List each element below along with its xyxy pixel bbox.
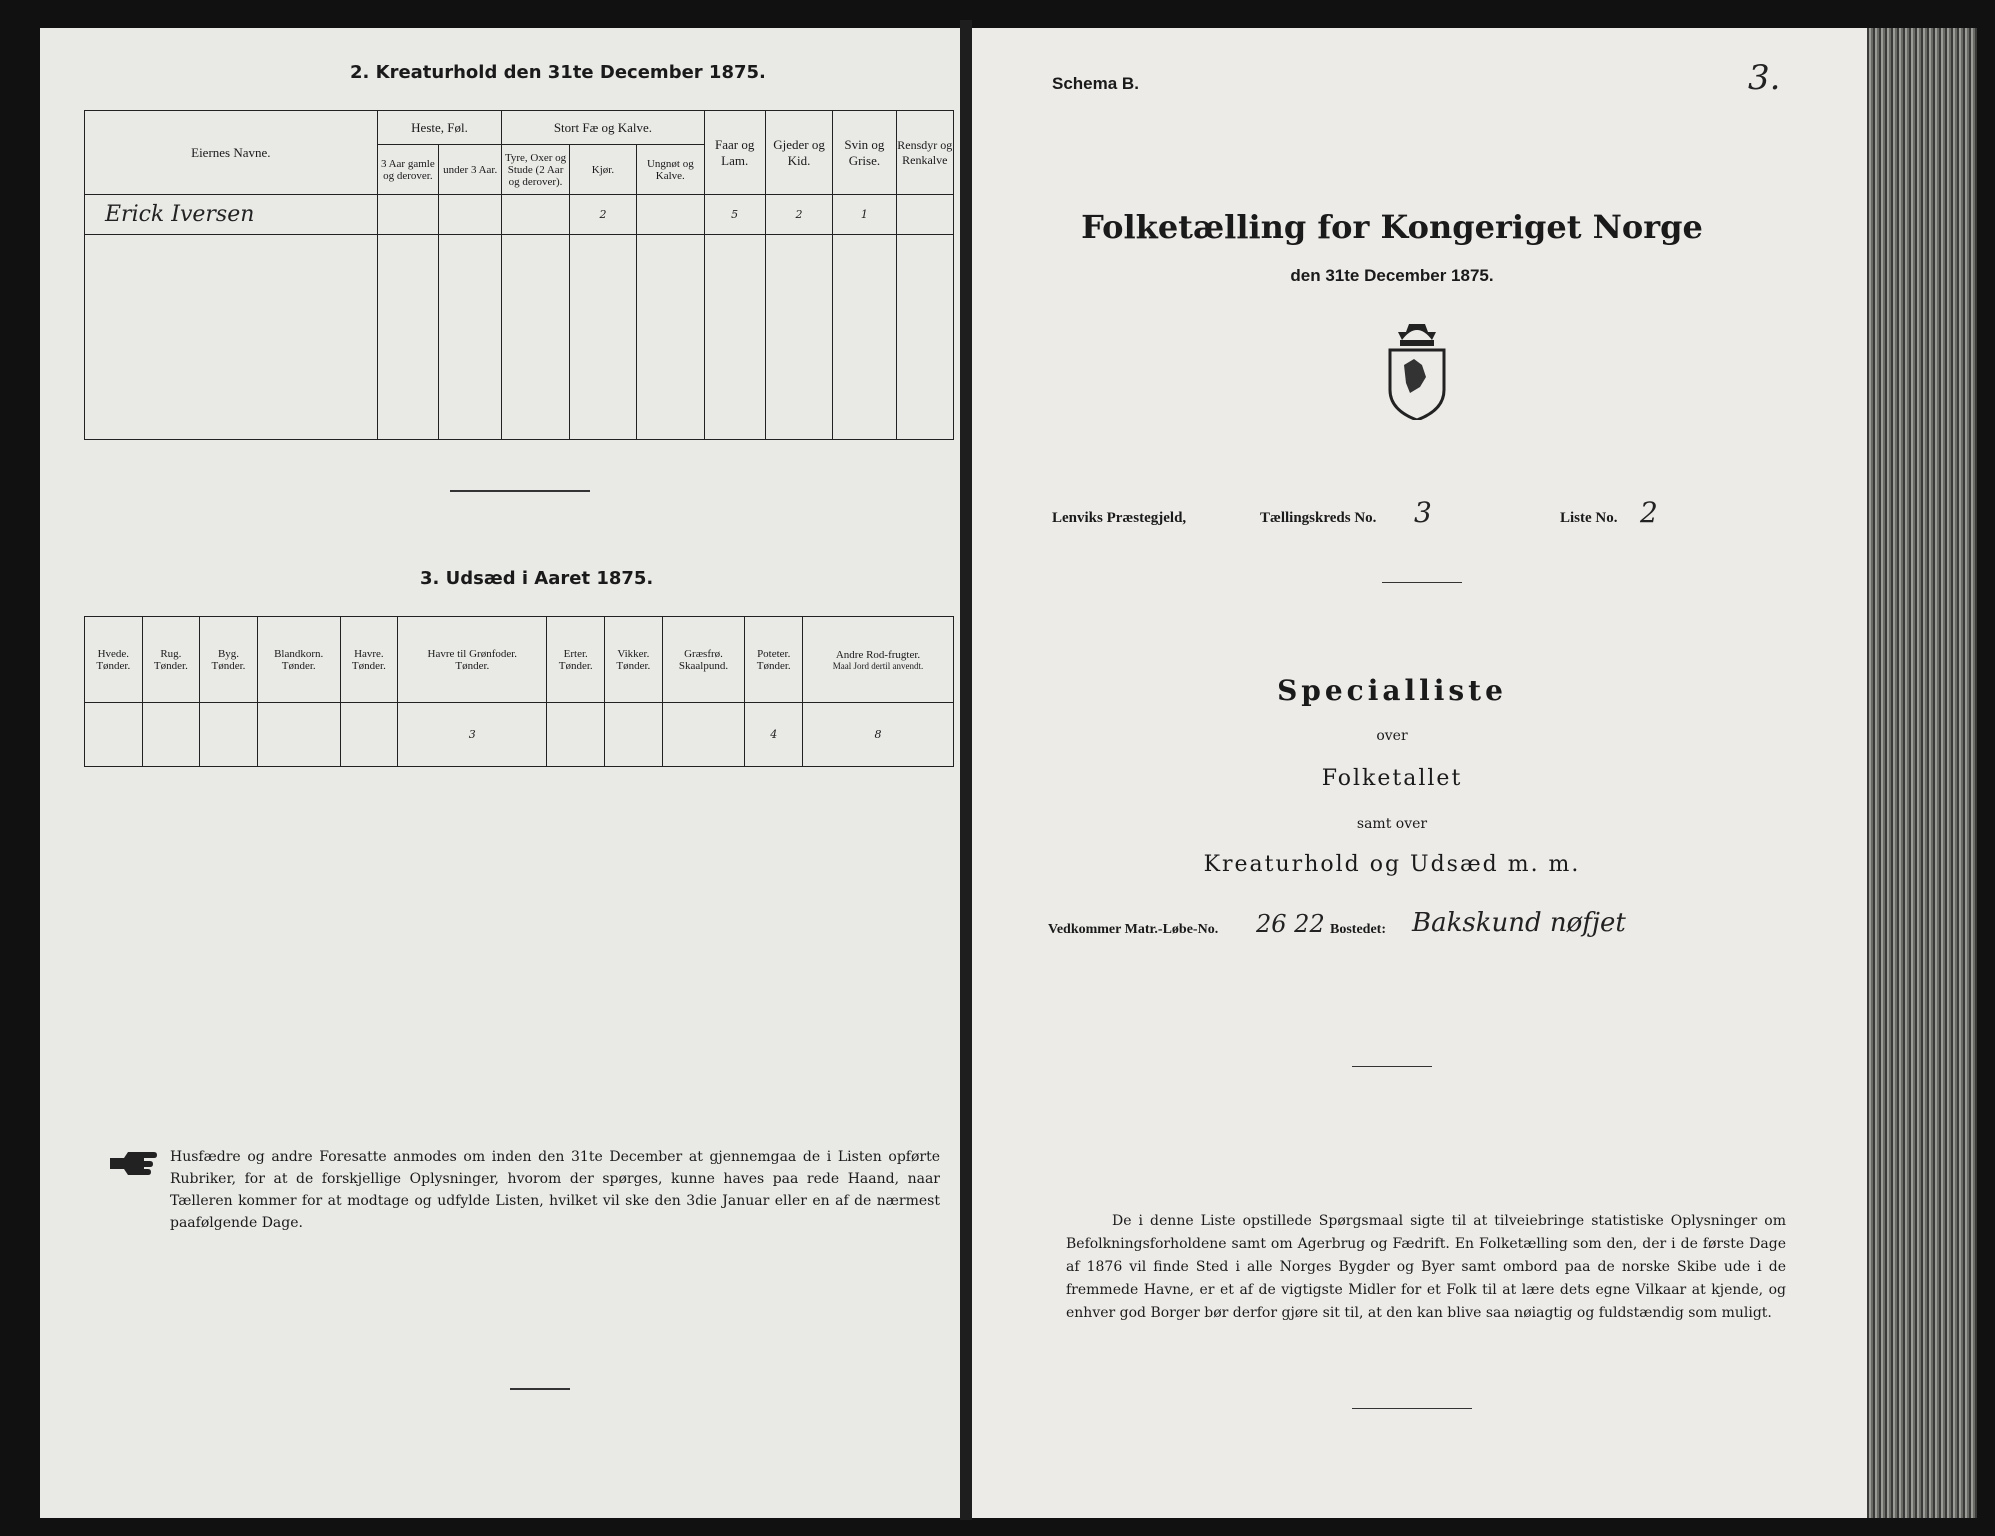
cell-empty: [439, 195, 502, 235]
cell-empty: [377, 195, 438, 235]
header-goats: Gjeder og Kid.: [765, 111, 832, 195]
livestock-table: [84, 110, 954, 440]
header-sheep: Faar og Lam.: [704, 111, 765, 195]
district-number: 3: [1414, 496, 1432, 529]
page-number: 3.: [1748, 58, 1781, 98]
pigs-value: 1: [833, 195, 896, 235]
cell-empty: [896, 195, 953, 235]
havre-gronfoder-value: 3: [398, 703, 547, 767]
matr-number: 26 22: [1256, 910, 1325, 938]
header-horses-a: 3 Aar gamle og derover.: [377, 145, 438, 195]
andre-value: 8: [803, 703, 954, 767]
header-reindeer: Rensdyr og Renkalve: [896, 111, 953, 195]
seed-header: Havre til Grønfoder. Tønder.: [398, 617, 547, 703]
seed-header: Andre Rod-frugter. Maal Jord dertil anvendt.: [803, 617, 954, 703]
divider: [1352, 1408, 1472, 1409]
right-page: [972, 28, 1867, 1518]
section2-title: 2. Kreaturhold den 31te December 1875.: [350, 62, 766, 83]
bosted-label: Bostedet:: [1330, 922, 1386, 937]
folketallet: Folketallet: [1321, 766, 1463, 791]
book-spine: [960, 20, 972, 1520]
cell-empty: [502, 195, 569, 235]
header-cattle-a: Tyre, Oxer og Stude (2 Aar og derover).: [502, 145, 569, 195]
divider: [1382, 582, 1462, 583]
header-horses-b: under 3 Aar.: [439, 145, 502, 195]
seed-table: [84, 616, 954, 767]
seed-header: Poteter. Tønder.: [745, 617, 803, 703]
specialliste-heading: Specialliste: [1277, 674, 1507, 707]
kreaturhold-heading: Kreaturhold og Udsæd m. m.: [1203, 852, 1581, 877]
header-owner: Eiernes Navne.: [85, 111, 378, 195]
seed-header: Blandkorn. Tønder.: [257, 617, 340, 703]
sheep-value: 5: [704, 195, 765, 235]
header-cattle-b: Kjør.: [569, 145, 636, 195]
pointing-hand-icon: [108, 1148, 158, 1182]
list-number: 2: [1640, 496, 1658, 529]
seed-header: Hvede. Tønder.: [85, 617, 143, 703]
header-horses: Heste, Føl.: [377, 111, 502, 145]
header-cattle-c: Ungnøt og Kalve.: [637, 145, 704, 195]
seed-header: Erter. Tønder.: [547, 617, 605, 703]
parish: Lenviks Præstegjeld,: [1052, 510, 1187, 526]
matr-label: Vedkommer Matr.-Løbe-No.: [1048, 922, 1219, 937]
subtitle: den 31te December 1875.: [1290, 266, 1494, 285]
cell-empty: [637, 195, 704, 235]
intro-paragraph: De i denne Liste opstillede Spørgsmaal sigte til at tilveiebringe statistiske Oplysninger om Befolkningsforholdene samt om Agerbrug og Fædrift. En Folketælling som den, der i de første Dage af 1876 vil finde Sted i alle Norges Bygder og Byer samt ombord paa de norske Skibe ude i de fremmede Havne, er et af de vigtigste Midler for et Folk til at lære dets egne Vilkaar at kjende, og enhver god Borger bør derfor gjøre sit til, at den kan blive saa nøiagtig og fuldstændig som muligt.: [1066, 1213, 1786, 1321]
divider: [1352, 1066, 1432, 1067]
notice-text: Husfædre og andre Foresatte anmodes om inden den 31te December at gjennemgaa de i Listen opførte Rubriker, for at de forskjellige Oplysninger, hvorom der spørges, kunne haves paa rede Haand, naar Tælleren kommer for at modtage og udfylde Listen, hvilket vil ske den 3die Januar eller en af de nærmest paafølgende Dage.: [170, 1149, 940, 1231]
bosted-value: Bakskund nøfjet: [1412, 908, 1626, 938]
owner-name: Erick Iversen: [85, 195, 378, 235]
seed-header: Byg. Tønder.: [200, 617, 258, 703]
samt-over-text: samt over: [1356, 816, 1428, 832]
coat-of-arms-icon: [1382, 310, 1452, 424]
list-label: Liste No.: [1560, 510, 1618, 526]
district-label: Tællingskreds No.: [1260, 510, 1377, 526]
page-edges: [1867, 28, 1977, 1518]
left-page: [40, 28, 960, 1518]
cows-value: 2: [569, 195, 636, 235]
schema-label: Schema B.: [1052, 74, 1139, 93]
section3-title: 3. Udsæd i Aaret 1875.: [420, 568, 654, 589]
seed-header: Vikker. Tønder.: [605, 617, 663, 703]
over-text: over: [1376, 728, 1408, 744]
divider: [510, 1388, 570, 1390]
seed-header: Græsfrø. Skaalpund.: [662, 617, 745, 703]
header-pigs: Svin og Grise.: [833, 111, 896, 195]
main-title: Folketælling for Kongeriget Norge: [1081, 208, 1703, 246]
header-cattle: Stort Fæ og Kalve.: [502, 111, 704, 145]
seed-header: Havre. Tønder.: [340, 617, 398, 703]
seed-header: Rug. Tønder.: [142, 617, 200, 703]
poteter-value: 4: [745, 703, 803, 767]
divider: [450, 490, 590, 492]
goats-value: 2: [765, 195, 832, 235]
